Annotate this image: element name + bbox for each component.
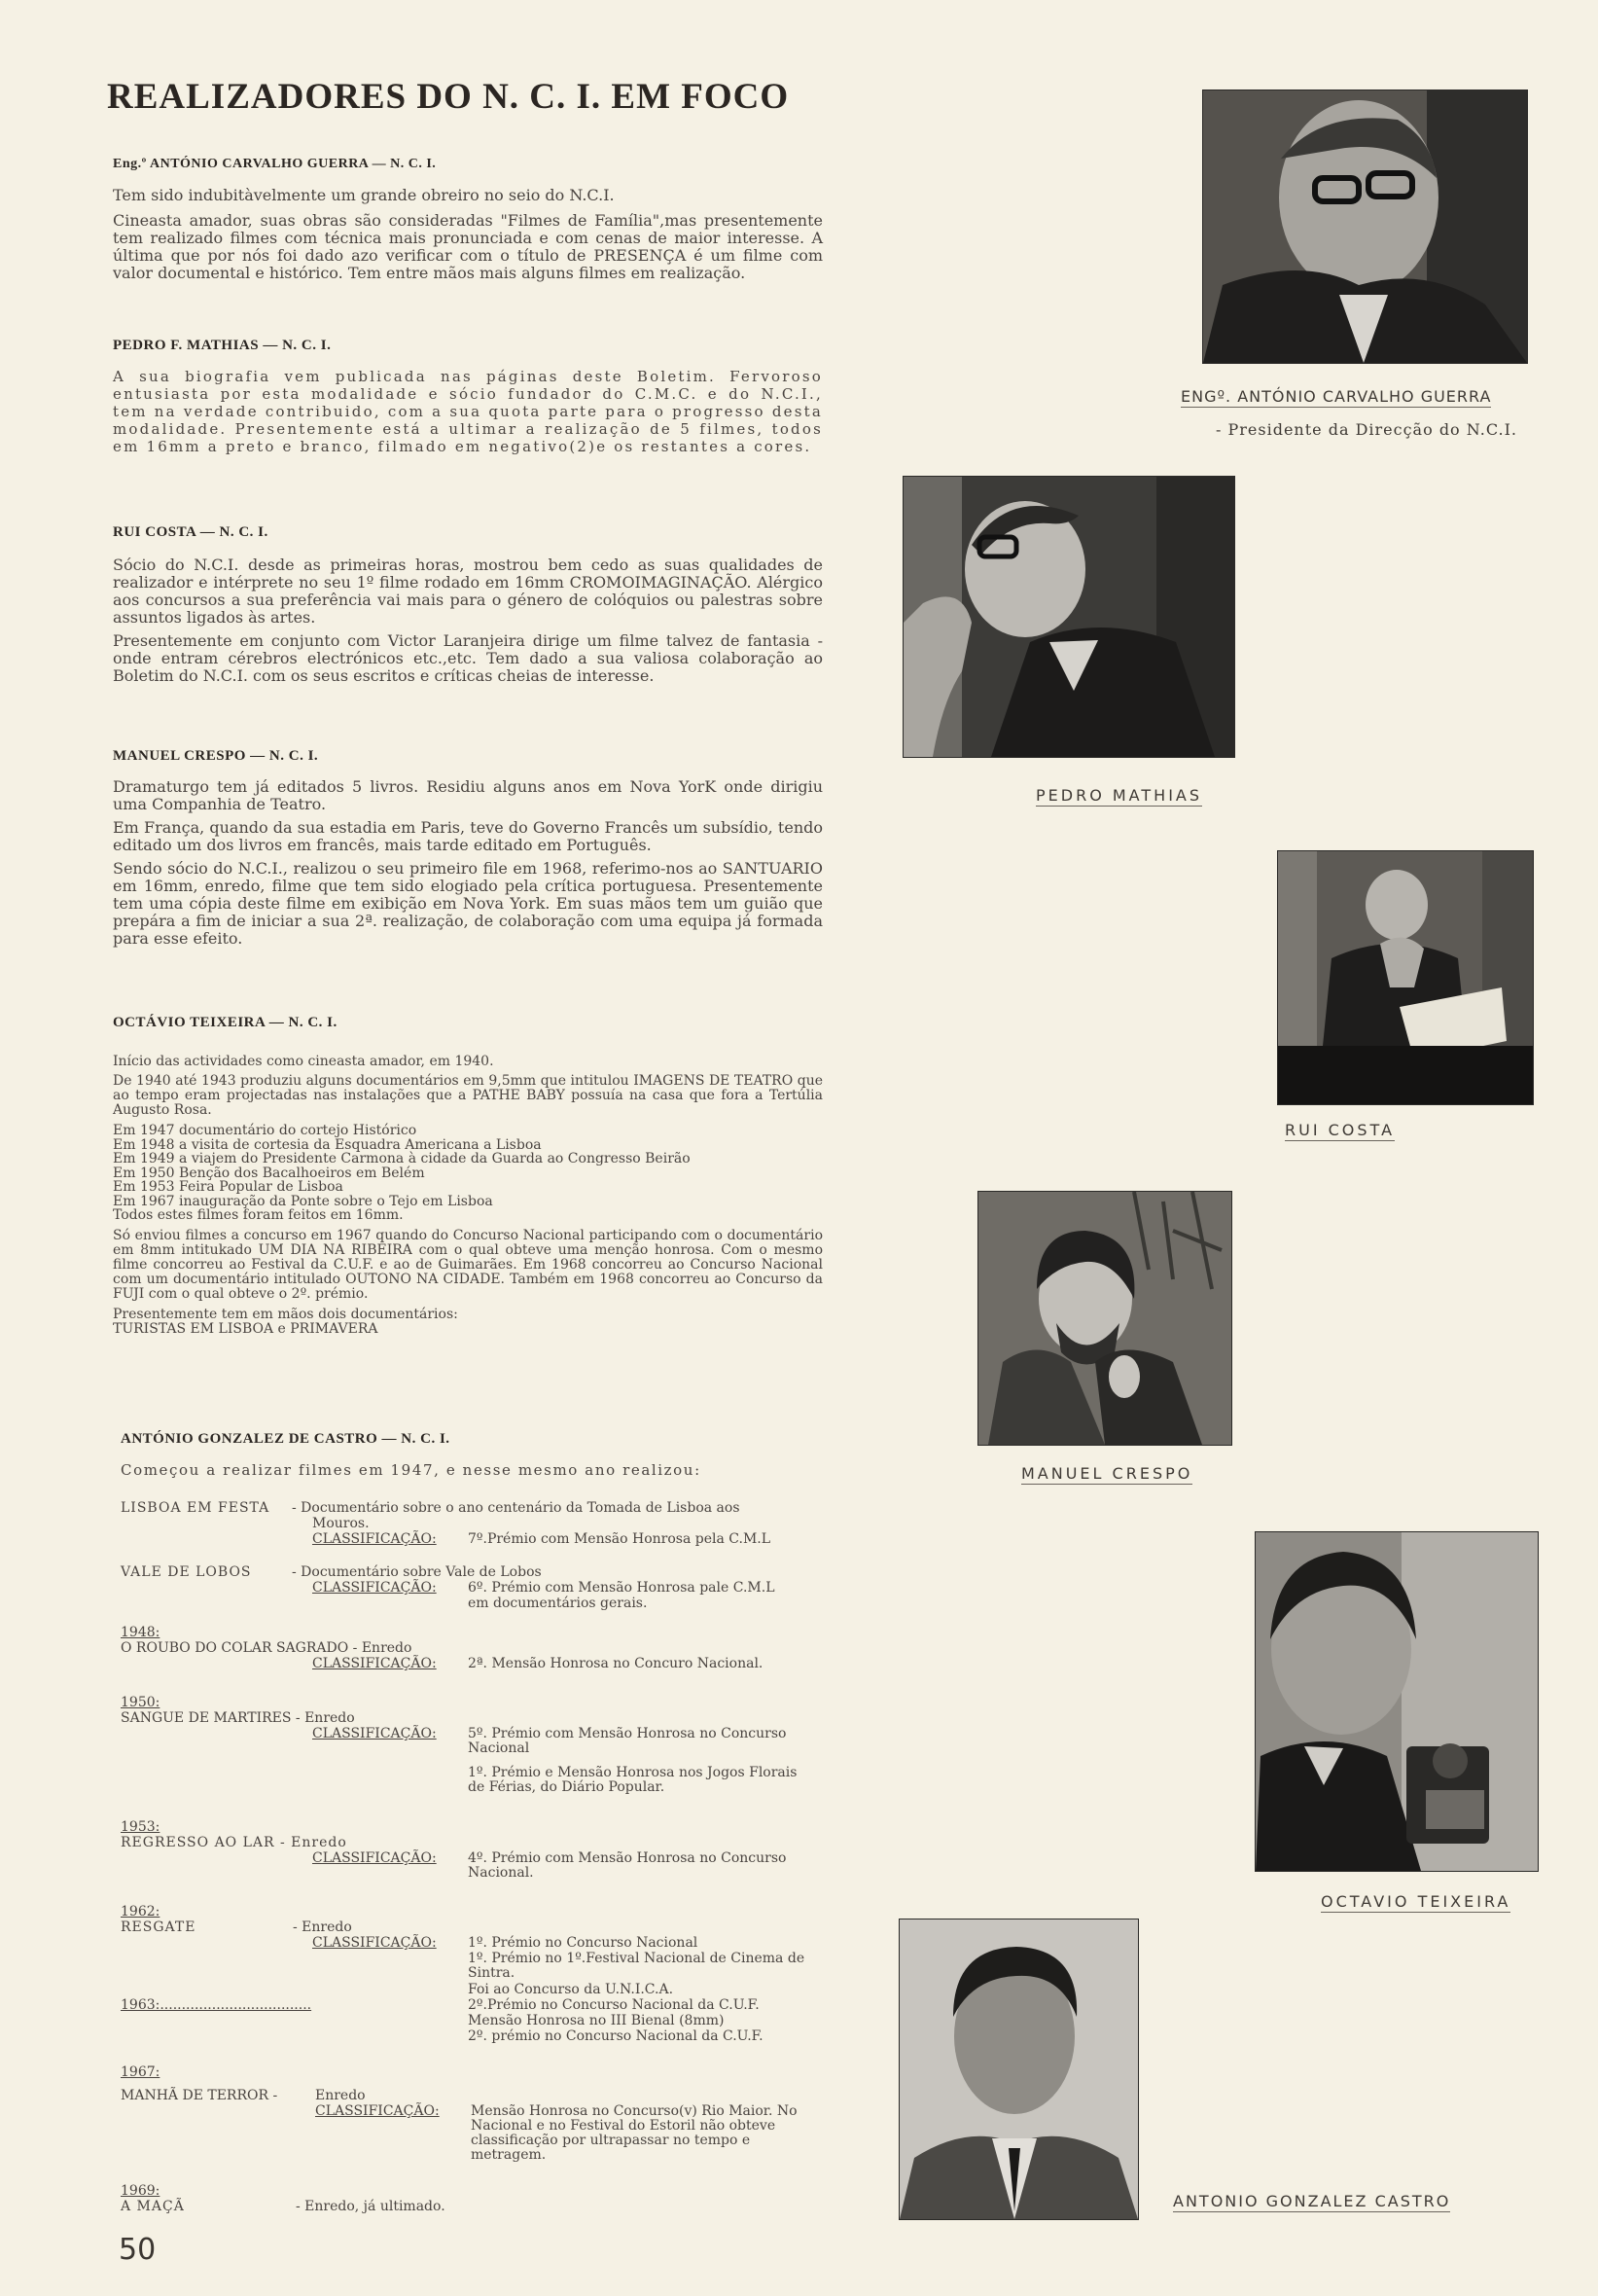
portrait-guerra-photo <box>1202 90 1528 364</box>
year-label: 1950: <box>121 1695 160 1710</box>
classification-value: 2ª. Mensão Honrosa no Concuro Nacional. <box>468 1656 763 1671</box>
list-item: Em 1953 Feira Popular de Lisboa <box>113 1179 343 1195</box>
list-item: Em 1947 documentário do cortejo Histórico <box>113 1123 417 1138</box>
portrait-guerra-image <box>1203 90 1527 363</box>
classification-label: CLASSIFICAÇÃO: <box>312 1531 437 1547</box>
caption-guerra: ENGº. ANTÓNIO CARVALHO GUERRA <box>1181 387 1492 406</box>
section-heading: OCTÁVIO TEIXEIRA — N. C. I. <box>113 1015 337 1030</box>
list-item: Em 1950 Benção dos Bacalhoeiros em Belém <box>113 1165 425 1181</box>
table-row <box>121 1904 821 2044</box>
classification-value: em documentários gerais. <box>468 1596 648 1611</box>
film-title: SANGUE DE MARTIRES - Enredo <box>121 1710 355 1726</box>
film-title: A MAÇÃ <box>121 2199 185 2214</box>
year-label: 1967: <box>121 2064 160 2080</box>
classification-value: 1º. Prémio no Concurso Nacional <box>468 1935 698 1951</box>
classification-label: CLASSIFICAÇÃO: <box>312 1580 437 1596</box>
film-desc: - Documentário sobre o ano centenário da Tomada de Lisboa aos <box>292 1500 740 1516</box>
caption-mathias: PEDRO MATHIAS <box>1036 786 1203 805</box>
classification-label: CLASSIFICAÇÃO: <box>312 1850 437 1866</box>
classification-value: 2º.Prémio no Concurso Nacional da C.U.F. <box>468 1997 760 2013</box>
table-row <box>121 2064 821 2163</box>
caption-castro: ANTONIO GONZALEZ CASTRO <box>1173 2192 1451 2210</box>
page-title: REALIZADORES DO N. C. I. EM FOCO <box>107 77 790 117</box>
paragraph: Começou a realizar filmes em 1947, e nesse mesmo ano realizou: <box>121 1461 701 1479</box>
paragraph: De 1940 até 1943 produziu alguns documentários em 9,5mm que intitulou IMAGENS DE TEATRO que ao tempo eram projectadas nas instalações que a PATHE BABY possuía na casa que fora a Tertúlia Augusto Rosa. <box>113 1073 823 1118</box>
page-number: 50 <box>119 2233 157 2267</box>
caption-teixeira: OCTAVIO TEIXEIRA <box>1321 1892 1511 1911</box>
list-item: Em 1949 a viajem do Presidente Carmona à cidade da Guarda ao Congresso Beirão <box>113 1151 691 1166</box>
classification-value: 5º. Prémio com Mensão Honrosa no Concurso Nacional <box>468 1726 787 1756</box>
portrait-mathias-image <box>904 477 1234 757</box>
paragraph: Dramaturgo tem já editados 5 livros. Residiu alguns anos em Nova YorK onde dirigiu uma Companhia de Teatro. <box>113 777 823 813</box>
film-list <box>113 1124 823 1223</box>
section-guerra <box>113 156 823 282</box>
year-label: 1953: <box>121 1819 160 1835</box>
portrait-costa-image <box>1278 851 1533 1104</box>
section-costa <box>113 523 823 685</box>
film-title: VALE DE LOBOS <box>121 1564 252 1580</box>
film-title: REGRESSO AO LAR - Enredo <box>121 1835 347 1850</box>
classification-value: Mensão Honrosa no Concurso(v) Rio Maior. No Nacional e no Festival do Estoril não obteve classificação por ultrapassar no tempo e metragem. <box>471 2103 798 2163</box>
section-castro <box>121 1430 831 1479</box>
film-title: RESGATE <box>121 1919 196 1935</box>
classification-label: CLASSIFICAÇÃO: <box>312 1935 437 1951</box>
portrait-teixeira-photo <box>1255 1531 1539 1872</box>
film-desc: - Documentário sobre Vale de Lobos <box>292 1564 542 1580</box>
paragraph: Sendo sócio do N.C.I., realizou o seu primeiro file em 1968, referimo-nos ao SANTUARIO em 16mm, enredo, filme que tem sido elogiado pela crítica portuguesa. Presentemente tem uma cópia deste filme em exibição em Nova York. Em suas mãos tem um guião que prepára a fim de iniciar a sua 2ª. realização, de colaboração com uma equipa já formada para esse efeito. <box>113 859 823 948</box>
paragraph: Tem sido indubitàvelmente um grande obreiro no seio do N.C.I. <box>113 186 615 204</box>
table-row <box>121 1564 821 1611</box>
filmography-table <box>121 1501 821 2231</box>
table-row <box>121 1819 821 1881</box>
list-item: Em 1948 a visita de cortesia da Esquadra Americana a Lisboa <box>113 1136 542 1153</box>
caption-costa: RUI COSTA <box>1285 1121 1396 1139</box>
portrait-castro-image <box>900 1919 1138 2219</box>
classification-label: CLASSIFICAÇÃO: <box>312 1726 437 1741</box>
classification-value: Mensão Honrosa no III Bienal (8mm) <box>468 2013 725 2028</box>
portrait-teixeira-image <box>1256 1532 1538 1871</box>
paragraph: Sócio do N.C.I. desde as primeiras horas, mostrou bem cedo as suas qualidades de realizador e intérprete no seu 1º filme rodado em 16mm CROMOIMAGINAÇÃO. Alérgico aos concursos a sua preferência vai mais para o género de colóquios ou palestras sobre assuntos ligados às artes. <box>113 556 823 627</box>
portrait-castro-photo <box>899 1919 1139 2220</box>
portrait-costa-photo <box>1277 850 1534 1105</box>
classification-label: CLASSIFICAÇÃO: <box>315 2103 440 2119</box>
caption-guerra-subtitle: - Presidente da Direcção do N.C.I. <box>1216 420 1517 439</box>
section-teixeira <box>113 1014 823 1337</box>
table-row <box>121 1695 821 1795</box>
film-desc: Mouros. <box>312 1516 370 1531</box>
film-desc: - Enredo <box>293 1919 352 1935</box>
paragraph: A sua biografia vem publicada nas páginas deste Boletim. Fervoroso entusiasta por esta modalidade e sócio fundador do C.M.C. e do N.C.I., tem na verdade contribuido, com a sua quota parte para o progresso desta modalidade. Presentemente está a ultimar a realização de 5 filmes, todos em 16mm a preto e branco, filmado em negativo(2)e os restantes a cores. <box>113 368 823 455</box>
paragraph: Presentemente em conjunto com Victor Laranjeira dirige um filme talvez de fantasia - onde entram cérebros electrónicos etc.,etc. Tem dado a sua valiosa colaboração ao Boletim do N.C.I. com os seus escritos e críticas cheias de interesse. <box>113 631 823 685</box>
section-heading: ANTÓNIO GONZALEZ DE CASTRO — N. C. I. <box>121 1431 450 1447</box>
year-label: 1962: <box>121 1904 160 1919</box>
portrait-crespo-image <box>978 1192 1231 1445</box>
paragraph: Presentemente tem em mãos dois documentários: <box>113 1306 458 1322</box>
classification-value: 7º.Prémio com Mensão Honrosa pela C.M.L <box>468 1531 771 1547</box>
table-row <box>121 2183 821 2214</box>
section-heading: Eng.º ANTÓNIO CARVALHO GUERRA — N. C. I. <box>113 157 437 171</box>
paragraph: Cineasta amador, suas obras são consideradas "Filmes de Família",mas presentemente tem realizado filmes com técnica mais pronunciada e com cenas de maior interesse. A última que por nós foi dado azo verificar com o título de PRESENÇA é um filme com valor documental e histórico. Tem entre mãos mais alguns filmes em realização. <box>113 211 823 282</box>
table-row <box>121 1500 821 1547</box>
paragraph: Em França, quando da sua estadia em Paris, teve do Governo Francês um subsídio, tendo editado um dos livros em francês, mais tarde editado em Português. <box>113 818 823 854</box>
paragraph: Início das actividades como cineasta amador, em 1940. <box>113 1054 494 1069</box>
classification-value: 4º. Prémio com Mensão Honrosa no Concurso Nacional. <box>468 1850 787 1881</box>
portrait-mathias-photo <box>903 476 1235 758</box>
film-desc: - Enredo, já ultimado. <box>296 2199 445 2214</box>
caption-crespo: MANUEL CRESPO <box>1021 1464 1193 1483</box>
classification-label: CLASSIFICAÇÃO: <box>312 1656 437 1671</box>
portrait-crespo-photo <box>977 1191 1232 1446</box>
year-label: 1963:................................... <box>121 1997 312 2013</box>
paragraph: Só enviou filmes a concurso em 1967 quando do Concurso Nacional participando com o documentário em 8mm intitukado UM DIA NA RIBEIRA com o qual obteve uma menção honrosa. Com o mesmo filme concorreu ao Festival da C.U.F. e ao de Guimarães. Em 1968 concorreu ao Concurso Nacional com um documentário intitulado OUTONO NA CIDADE. Também em 1968 concorreu ao Concurso da FUJI com o qual obteve o 2º. prémio. <box>113 1227 823 1302</box>
film-title: LISBOA EM FESTA <box>121 1500 270 1516</box>
section-heading: RUI COSTA — N. C. I. <box>113 524 268 540</box>
film-title: MANHÃ DE TERROR - <box>121 2088 278 2103</box>
section-mathias <box>113 337 823 455</box>
film-desc: Enredo <box>315 2088 366 2103</box>
classification-value: 1º. Prémio e Mensão Honrosa nos Jogos Florais de Férias, do Diário Popular. <box>468 1765 798 1795</box>
year-label: 1948: <box>121 1625 160 1640</box>
year-label: 1969: <box>121 2183 160 2199</box>
paragraph: TURISTAS EM LISBOA e PRIMAVERA <box>113 1320 378 1337</box>
list-item: Todos estes filmes foram feitos em 16mm. <box>113 1207 404 1223</box>
classification-value: 2º. prémio no Concurso Nacional da C.U.F. <box>468 2028 763 2044</box>
table-row <box>121 1625 821 1671</box>
classification-value: Foi ao Concurso da U.N.I.C.A. <box>468 1982 674 1997</box>
list-item: Em 1967 inauguração da Ponte sobre o Tejo em Lisboa <box>113 1193 493 1209</box>
section-crespo <box>113 747 823 948</box>
classification-value: 1º. Prémio no 1º.Festival Nacional de Cinema de Sintra. <box>468 1951 805 1981</box>
section-heading: PEDRO F. MATHIAS — N. C. I. <box>113 338 332 353</box>
film-title: O ROUBO DO COLAR SAGRADO - Enredo <box>121 1640 412 1656</box>
classification-value: 6º. Prémio com Mensão Honrosa pale C.M.L <box>468 1580 775 1596</box>
section-heading: MANUEL CRESPO — N. C. I. <box>113 748 319 764</box>
